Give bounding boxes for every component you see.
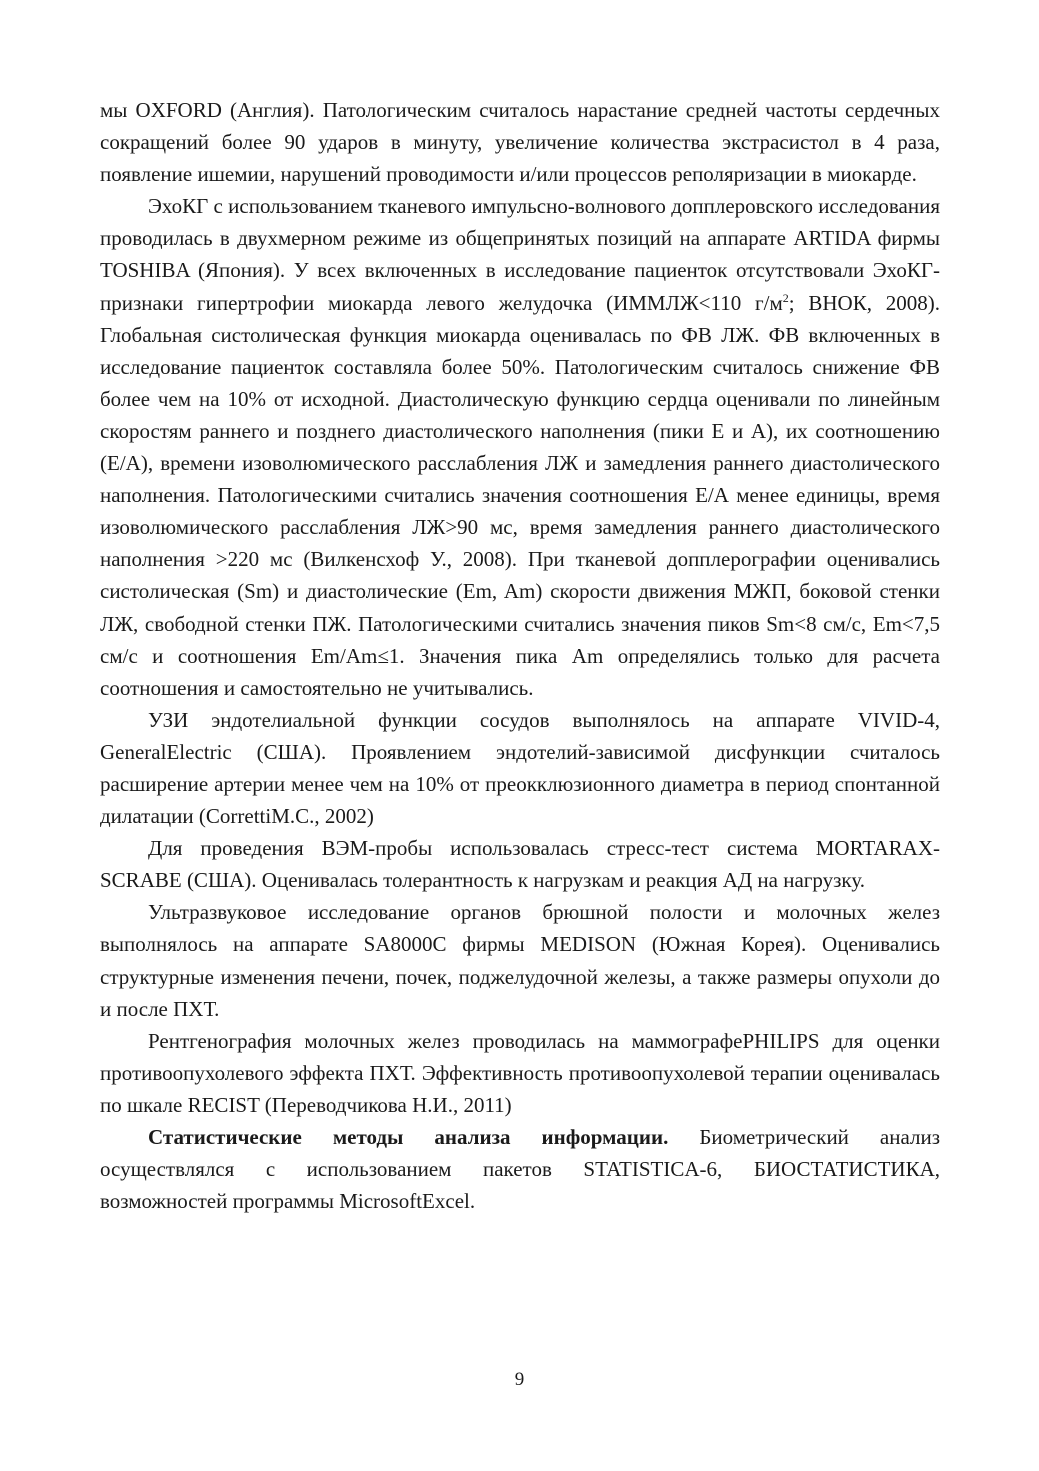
echo-text-part-2: ; ВНОК, 2008). Глобальная систолическая функция миокарда оценивалась по ФВ ЛЖ. ФВ включенных в исследование пациенток составляла более 50%. Патологическим считалось снижение ФВ более чем на 10% от исходной. Диастолическую функцию сердца оценивали по линейным скоростям раннего и позднего диастолического наполнения (пики Е и А), их соотношению (Е/А), времени изоволюмического расслабления ЛЖ и замедления раннего диастолического наполнения. Патологическими считались значения соотношения Е/А менее единицы, время изоволюмического расслабления ЛЖ>90 мс, время замедления раннего диастолического наполнения >220 мс (Вилкенсхоф У., 2008). При тканевой допплерографии оценивались систолическая (Sm) и диастолические (Em, Am) скорости движения МЖП, боковой стенки ЛЖ, свободной стенки ПЖ. Патологическими считались значения пиков Sm<8 см/с, Em<7,5 см/с и соотношения Em/Am≤1. Значения пика Am определялись только для расчета соотношения и самостоятельно не учитывались.	[100, 290, 940, 700]
statistics-text: Биометрический анализ осуществлялся с использованием пакетов STATISTICA-6, БИОСТАТИСТИКА, возможностей программы MicrosoftExcel.	[100, 1125, 940, 1214]
paragraph-endothelial-function: УЗИ эндотелиальной функции сосудов выполнялось на аппарате VIVID-4, GeneralElectric (США). Проявлением эндотелий-зависимой дисфункции считалось расширение артерии менее чем на 10% от преокклюзионного диаметра в период спонтанной дилатации (CorrettiM.C., 2002)	[100, 707, 940, 829]
superscript-2: 2	[782, 290, 789, 305]
page-number: 9	[514, 1369, 525, 1390]
statistics-heading: Статистические методы анализа информации.	[148, 1125, 669, 1149]
paragraph-statistics	[100, 1121, 940, 1217]
echo-text-part-1: ЭхоКГ с использованием тканевого импульсно-волнового допплеровского исследования проводилась в двухмерном режиме из общепринятых позиций на аппарате ARTIDA фирмы TOSHIBA (Япония). У всех включенных в исследование пациенток отсутствовали ЭхоКГ-признаки гипертрофии миокарда левого желудочка (ИММЛЖ<110 г/м	[100, 194, 940, 315]
paragraph-stress-test: Для проведения ВЭМ-пробы использовалась стресс-тест система MORTARAX-SCRABE (США). Оценивалась толерантность к нагрузкам и реакция АД на нагрузку.	[100, 836, 940, 893]
body-text	[100, 94, 940, 1217]
paragraph-ultrasound: Ультразвуковое исследование органов брюшной полости и молочных желез выполнялось на аппарате SA8000C фирмы MEDISON (Южная Корея). Оценивались структурные изменения печени, почек, поджелудочной железы, а также размеры опухоли до и после ПХТ.	[100, 900, 940, 1021]
paragraph-holter-criteria: мы OXFORD (Англия). Патологическим считалось нарастание средней частоты сердечных сокращений более 90 ударов в минуту, увеличение количества экстрасистол в 4 раза, появление ишемии, нарушений проводимости и/или процессов реполяризации в миокарде.	[100, 98, 940, 187]
paragraph-echocardiography	[100, 190, 940, 704]
paragraph-mammography: Рентгенография молочных желез проводилась на маммографеPHILIPS для оценки противоопухолевого эффекта ПХТ. Эффективность противоопухолевой терапии оценивалась по шкале RECIST (Переводчикова Н.И., 2011)	[100, 1028, 940, 1117]
